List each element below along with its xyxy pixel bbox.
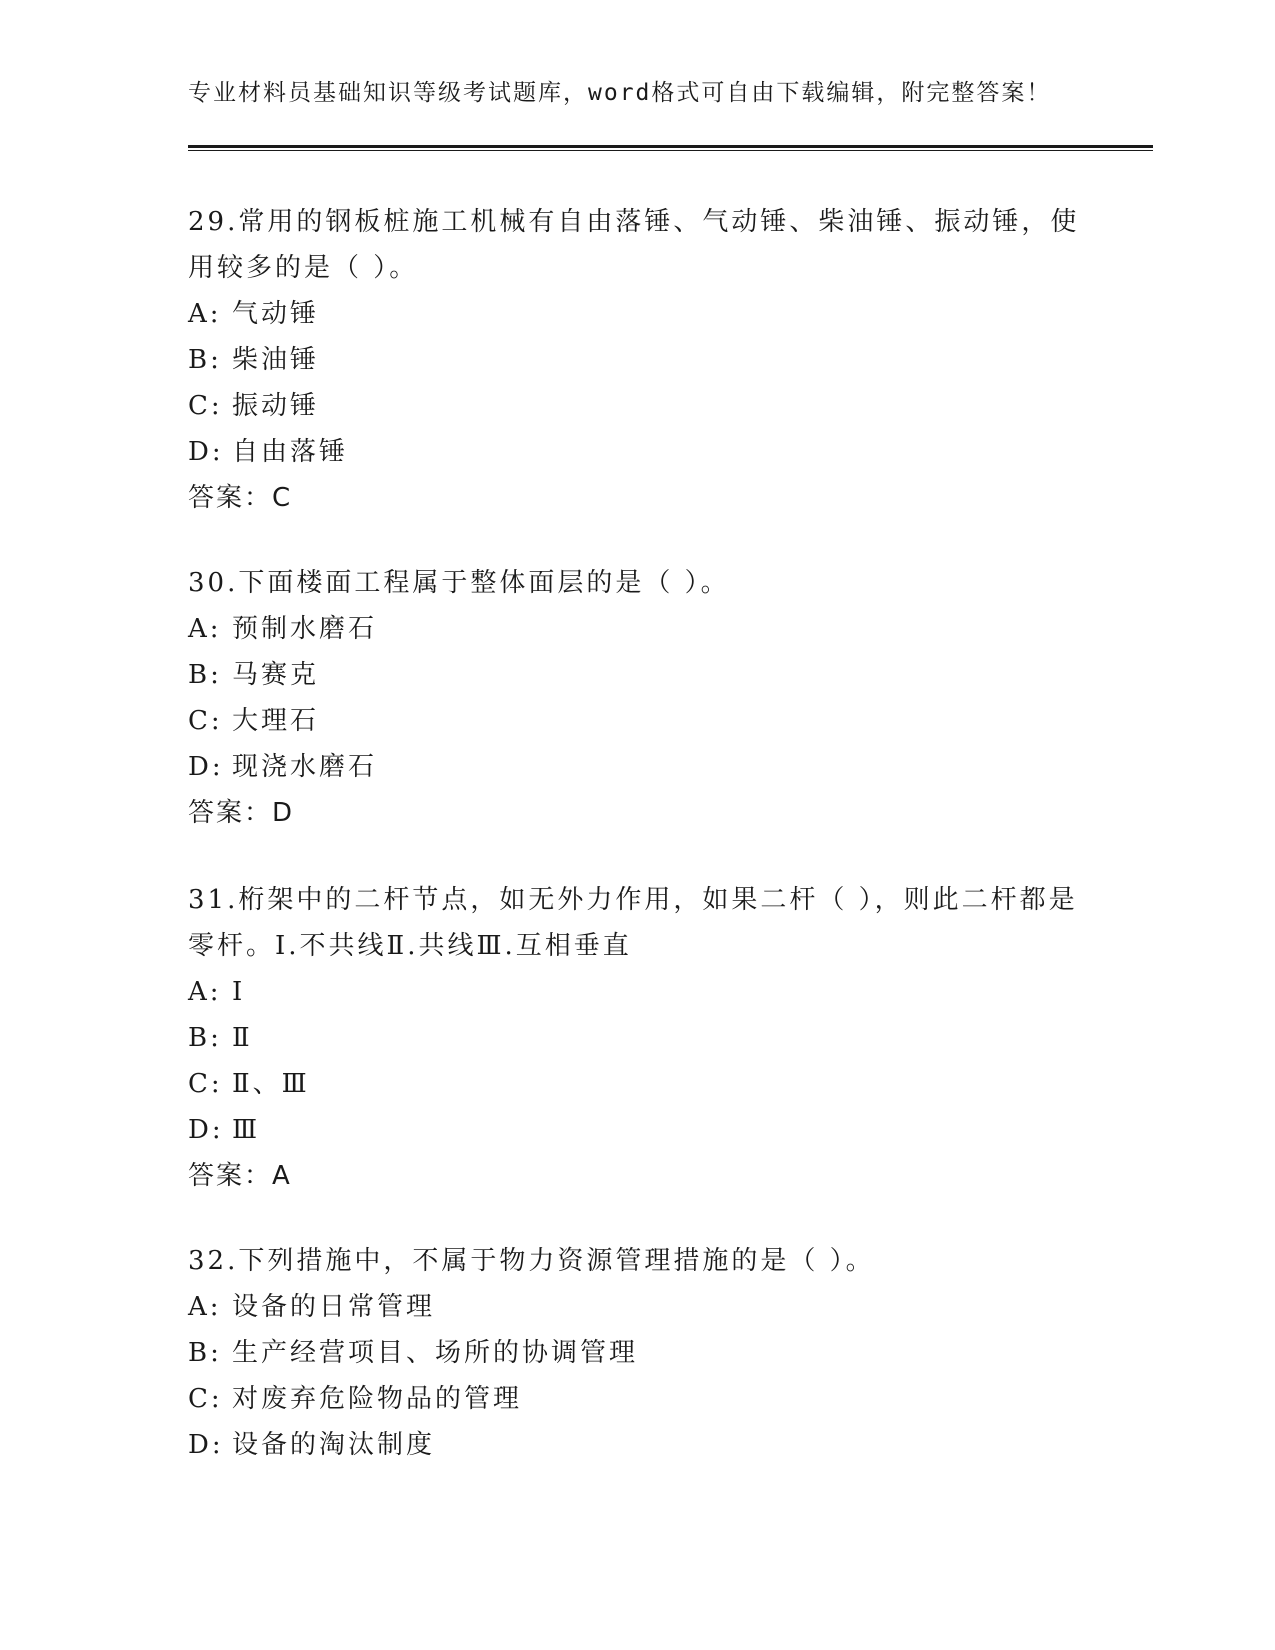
- option-text: 设备的日常管理: [232, 1292, 436, 1322]
- answer-line: 答案：C: [188, 483, 293, 513]
- option-b: [188, 337, 1088, 383]
- option-text: 对废弃危险物品的管理: [232, 1384, 523, 1414]
- option-d: [188, 1107, 1088, 1153]
- option-d: [188, 429, 1088, 475]
- option-a: [188, 291, 1088, 337]
- option-text: 气动锤: [232, 299, 320, 329]
- option-key: D:: [188, 752, 224, 782]
- option-d: [188, 1422, 1088, 1468]
- option-key: B:: [188, 1338, 222, 1368]
- option-c: [188, 383, 1088, 429]
- question-32: [188, 1238, 1088, 1468]
- option-key: C:: [188, 391, 223, 421]
- option-key: B:: [188, 660, 222, 690]
- option-key: D:: [188, 437, 224, 467]
- option-c: [188, 698, 1088, 744]
- option-text: 柴油锤: [232, 345, 320, 375]
- option-a: [188, 606, 1088, 652]
- option-key: C:: [188, 706, 223, 736]
- option-c: [188, 1376, 1088, 1422]
- option-key: C:: [188, 1384, 223, 1414]
- option-b: [188, 1330, 1088, 1376]
- option-key: D:: [188, 1115, 224, 1145]
- option-text: Ⅱ、Ⅲ: [232, 1069, 310, 1099]
- question-stem: 30.下面楼面工程属于整体面层的是（ ）。: [188, 568, 730, 598]
- header-rule-thick: [188, 145, 1153, 148]
- option-b: [188, 1015, 1088, 1061]
- option-text: I: [232, 977, 246, 1007]
- page-header: 专业材料员基础知识等级考试题库，word格式可自由下载编辑，附完整答案！: [188, 80, 1052, 106]
- option-text: 现浇水磨石: [232, 752, 378, 782]
- option-text: 马赛克: [232, 660, 320, 690]
- option-text: 预制水磨石: [232, 614, 378, 644]
- option-text: Ⅲ: [232, 1115, 261, 1145]
- option-key: B:: [188, 345, 222, 375]
- question-29: [188, 199, 1088, 521]
- option-key: A:: [188, 614, 222, 644]
- option-text: 振动锤: [232, 391, 320, 421]
- option-text: Ⅱ: [232, 1023, 253, 1053]
- option-key: A:: [188, 977, 222, 1007]
- option-key: B:: [188, 1023, 222, 1053]
- answer-line: 答案：D: [188, 798, 295, 828]
- option-key: A:: [188, 1292, 222, 1322]
- option-text: 生产经营项目、场所的协调管理: [232, 1338, 639, 1368]
- option-b: [188, 652, 1088, 698]
- option-text: 设备的淘汰制度: [232, 1430, 436, 1460]
- option-key: A:: [188, 299, 222, 329]
- option-d: [188, 744, 1088, 790]
- question-30: [188, 560, 1088, 836]
- header-rule-thin: [188, 150, 1153, 151]
- question-stem: 32.下列措施中，不属于物力资源管理措施的是（ ）。: [188, 1246, 875, 1276]
- option-key: C:: [188, 1069, 223, 1099]
- question-stem: 29.常用的钢板桩施工机械有自由落锤、气动锤、柴油锤、振动锤，使用较多的是（ ）。: [188, 207, 1080, 283]
- answer-line: 答案：A: [188, 1161, 292, 1191]
- option-text: 大理石: [232, 706, 320, 736]
- option-key: D:: [188, 1430, 224, 1460]
- question-31: [188, 877, 1088, 1199]
- option-text: 自由落锤: [232, 437, 349, 467]
- option-a: [188, 1284, 1088, 1330]
- option-c: [188, 1061, 1088, 1107]
- option-a: [188, 969, 1088, 1015]
- question-stem: 31.桁架中的二杆节点，如无外力作用，如果二杆（ ），则此二杆都是零杆。I.不共线Ⅱ.共线Ⅲ.互相垂直: [188, 885, 1078, 961]
